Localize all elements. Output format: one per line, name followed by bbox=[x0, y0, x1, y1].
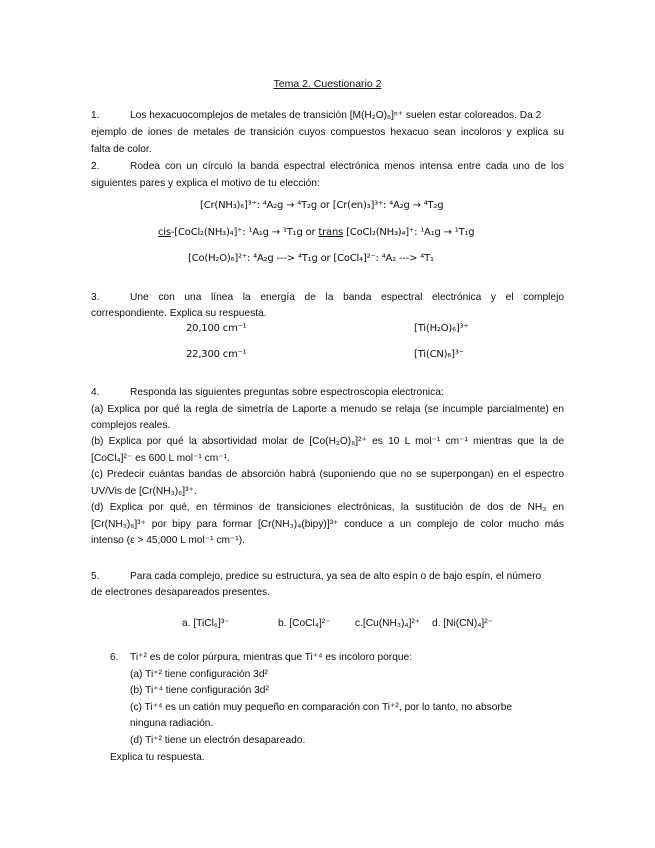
q4-b-line1: (b) Explica por qué la absortividad molar de [Co(H₂O)₆]²⁺ es 10 L mol⁻¹ cm⁻¹ mientras que la de bbox=[91, 436, 564, 447]
q3-line1: Une con una línea la energía de la banda espectral electrónica y el complejo bbox=[130, 292, 564, 303]
q4-line1: Responda las siguientes preguntas sobre espectroscopia electronica: bbox=[130, 387, 444, 398]
q5-line2: de electrones desapareados presentes. bbox=[91, 587, 270, 598]
q3-line2: correspondiente. Explica su respuesta. bbox=[91, 308, 267, 319]
q4-d-line3: intenso (ε > 45,000 L mol⁻¹ cm⁻¹). bbox=[91, 535, 245, 546]
q6-line1: Ti⁺² es de color púrpura, mientras que Ti⁺⁴ es incoloro porque: bbox=[130, 652, 413, 663]
q1-number: 1. bbox=[91, 110, 100, 121]
q1-line3: falta de color. bbox=[91, 144, 152, 155]
q5-option-c: c.[Cu(NH₃)₄]²⁺ bbox=[355, 618, 421, 629]
q4-c-line2: UV/Vis de [Cr(NH₃)₆]³⁺. bbox=[91, 486, 197, 497]
q6-option-b: (b) Ti⁺⁴ tiene configuración 3d² bbox=[130, 685, 269, 696]
q5-option-b: b. [CoCl₄]²⁻ bbox=[278, 618, 331, 629]
q5-option-a: a. [TiCl₆]³⁻ bbox=[182, 618, 230, 629]
q4-number: 4. bbox=[91, 387, 100, 398]
q3-number: 3. bbox=[91, 292, 100, 303]
q2-line1: Rodea con un círculo la banda espectral electrónica menos intensa entre cada uno de los bbox=[130, 161, 564, 172]
q3-complex-2: [Ti(CN)₆]³⁻ bbox=[414, 349, 464, 360]
q6-closing: Explica tu respuesta. bbox=[110, 752, 205, 763]
q5-option-d: d. [Ni(CN)₄]²⁻ bbox=[432, 618, 494, 629]
q4-a-line1: (a) Explica por qué la regla de simetría de Laporte a menudo se relaja (se incumple parcialmente) en bbox=[91, 404, 564, 415]
trans-label: trans bbox=[318, 227, 344, 238]
q2-pair3: [Co(H₂O)₆]²⁺: ⁴A₂g ---> ⁴T₁g or [CoCl₄]²⁻: ⁴A₂ ---> ⁴T₁ bbox=[188, 253, 434, 264]
q6-number: 6. bbox=[110, 652, 119, 663]
q2-pair1: [Cr(NH₃)₆]³⁺: ⁴A₂g → ⁴T₂g or [Cr(en)₃]³⁺: ⁴A₂g → ⁴T₂g bbox=[200, 200, 444, 211]
q6-option-d: (d) Ti⁺² tiene un electrón desapareado. bbox=[130, 735, 306, 746]
q3-complex-1: [Ti(H₂O)₆]³⁺ bbox=[414, 323, 469, 334]
q1-line1: Los hexacuocomplejos de metales de transición [M(H₂O)₆]ⁿ⁺ suelen estar coloreados. Da 2 bbox=[130, 110, 542, 121]
q2-number: 2. bbox=[91, 161, 100, 172]
q6-option-c-line1: (c) Ti⁺⁴ es un catión muy pequeño en comparación con Ti⁺², por lo tanto, no absorbe bbox=[130, 702, 513, 713]
q2-pair2-part2: [CoCl₂(NH₃)₄]⁺: ¹A₁g → ¹T₁g bbox=[343, 227, 475, 238]
q6-option-a: (a) Ti⁺² tiene configuración 3d² bbox=[130, 669, 268, 680]
q1-line2: ejemplo de iones de metales de transición cuyos compuestos hexacuo sean incoloros y explica su bbox=[91, 127, 564, 138]
page-title: Tema 2. Cuestionario 2 bbox=[273, 78, 382, 90]
q2-pair2-part1: -[CoCl₂(NH₃)₄]⁺: ¹A₁g → ¹T₁g or bbox=[170, 227, 319, 238]
q4-a-line2: complejos reales. bbox=[91, 420, 171, 431]
q4-c-line1: (c) Predecir cuántas bandas de absorción habrá (suponiendo que no se superpongan) en el espectro bbox=[91, 469, 564, 480]
q4-d-line1: (d) Explica por qué, en términos de transiciones electrónicas, la sustitución de dos de NH₃ en bbox=[91, 502, 564, 513]
q3-energy-1: 20,100 cm⁻¹ bbox=[186, 323, 247, 334]
q4-d-line2: [Cr(NH₃)₆]³⁺ por bipy para formar [Cr(NH₃)₄(bipy)]³⁺ conduce a un complejo de color mucho más bbox=[91, 519, 564, 530]
q3-energy-2: 22,300 cm⁻¹ bbox=[186, 349, 247, 360]
q2-pair2 bbox=[158, 226, 474, 240]
q5-number: 5. bbox=[91, 571, 100, 582]
q2-line2: siguientes pares y explica el motivo de tu elección: bbox=[91, 178, 320, 189]
q5-line1: Para cada complejo, predice su estructura, ya sea de alto espín o de bajo espín, el número bbox=[130, 571, 542, 582]
cis-label: cis bbox=[158, 227, 171, 238]
q4-b-line2: [CoCl₄]²⁻ es 600 L mol⁻¹ cm⁻¹. bbox=[91, 453, 230, 464]
q6-option-c-line2: ninguna radiación. bbox=[130, 718, 214, 729]
